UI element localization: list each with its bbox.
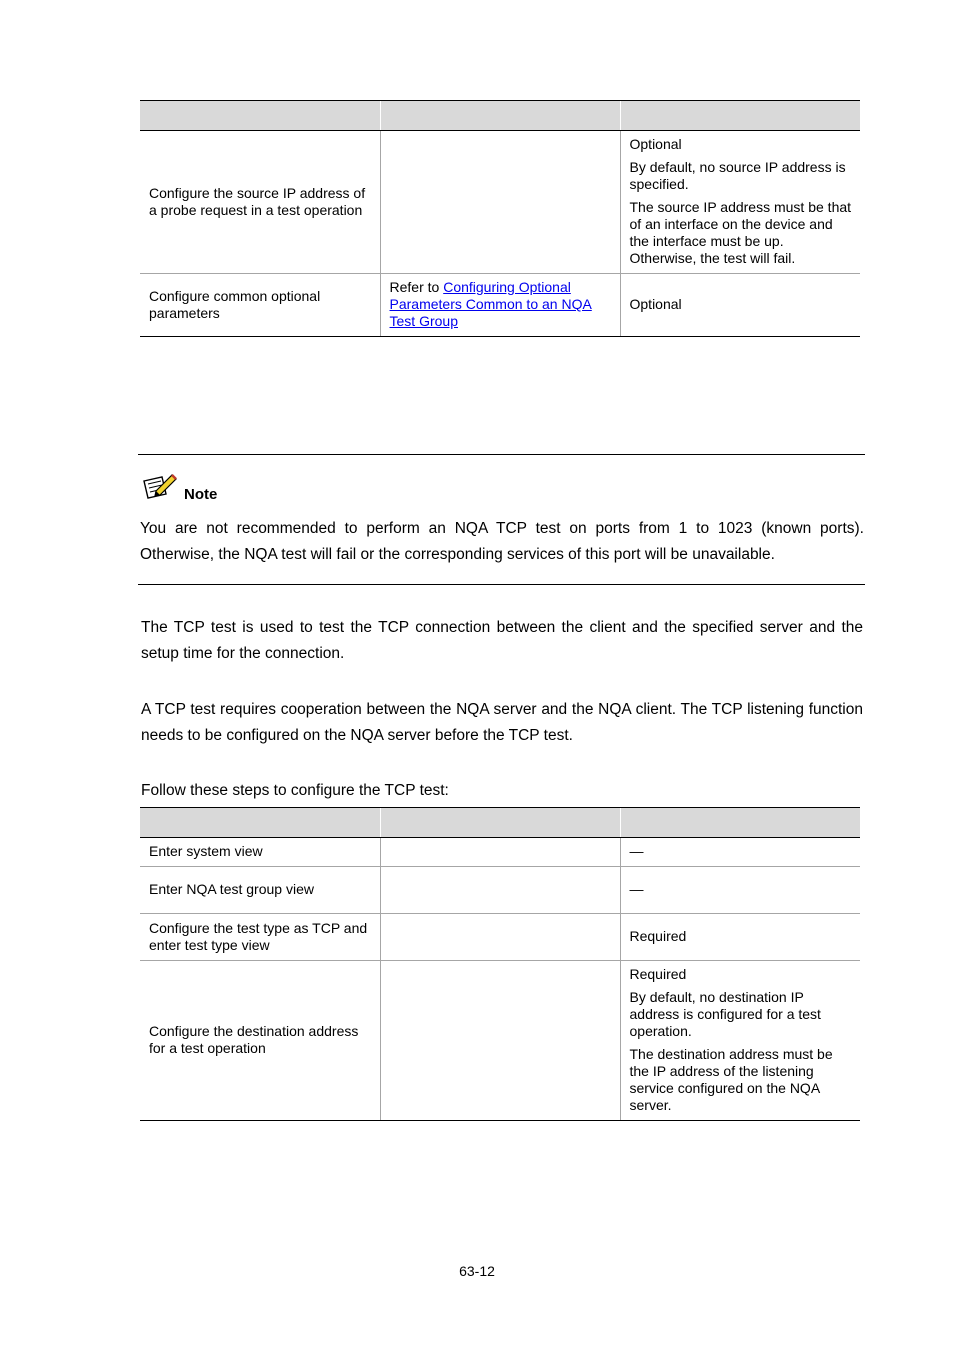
remarks-line: Optional — [629, 136, 682, 152]
configuring-optional-parameters-link[interactable]: Configuring Optional Parameters Common to an NQA Test Group — [389, 279, 592, 329]
remarks-line: By default, no destination IP address is configured for a test operation. — [629, 989, 821, 1039]
table-row — [140, 914, 860, 961]
remarks-line: By default, no source IP address is specified. — [629, 159, 846, 192]
table-header-row — [140, 101, 860, 131]
config-table-source-ip — [140, 100, 860, 337]
tcp-test-description: The TCP test is used to test the TCP connection between the client and the specified server and the setup time for the connection. — [141, 619, 863, 662]
command-prefix: Refer to — [389, 279, 444, 295]
command-cell — [380, 838, 620, 867]
header-cell — [380, 101, 620, 131]
command-cell — [380, 131, 620, 274]
table-row — [140, 838, 860, 867]
header-cell — [140, 808, 380, 838]
remarks-cell — [620, 131, 860, 274]
tcp-test-steps-intro: Follow these steps to configure the TCP test: — [141, 782, 449, 799]
note-box — [138, 454, 865, 585]
header-cell — [140, 101, 380, 131]
remarks-cell: — — [620, 838, 860, 867]
header-cell — [380, 808, 620, 838]
table-header-row — [140, 808, 860, 838]
remarks-cell: — — [620, 867, 860, 914]
operation-cell: Enter system view — [140, 838, 380, 867]
table-row — [140, 274, 860, 337]
remarks-cell — [620, 961, 860, 1121]
remarks-line: Optional — [629, 296, 682, 312]
page-number: 63-12 — [459, 1263, 495, 1279]
command-cell — [380, 914, 620, 961]
command-cell — [380, 274, 620, 337]
remarks-line: The source IP address must be that of an interface on the device and the interface must be up. Otherwise, the test will fail. — [629, 199, 852, 266]
remarks-cell: Required — [620, 914, 860, 961]
operation-cell: Configure the source IP address of a probe request in a test operation — [140, 131, 380, 274]
table-row — [140, 867, 860, 914]
remarks-line: The destination address must be the IP address of the listening service configured on the NQA server. — [629, 1046, 833, 1113]
header-cell — [620, 101, 860, 131]
header-cell — [620, 808, 860, 838]
tcp-test-config-table — [140, 807, 860, 1121]
note-title: Note — [184, 486, 218, 503]
tcp-test-requirement: A TCP test requires cooperation between the NQA server and the NQA client. The TCP listening function needs to be configured on the NQA server before the TCP test. — [141, 701, 863, 744]
note-pencil-icon — [142, 472, 178, 505]
note-header — [142, 475, 217, 505]
command-cell — [380, 867, 620, 914]
operation-cell: Configure the test type as TCP and enter test type view — [140, 914, 380, 961]
remarks-line: Required — [629, 966, 687, 982]
operation-cell: Configure common optional parameters — [140, 274, 380, 337]
command-cell — [380, 961, 620, 1121]
operation-cell: Enter NQA test group view — [140, 867, 380, 914]
remarks-cell — [620, 274, 860, 337]
operation-cell: Configure the destination address for a test operation — [140, 961, 380, 1121]
note-text: You are not recommended to perform an NQA TCP test on ports from 1 to 1023 (known ports). Otherwise, the NQA test will fail or the corresponding services of this port will be unavailable. — [140, 520, 864, 563]
table-row — [140, 131, 860, 274]
table-row — [140, 961, 860, 1121]
